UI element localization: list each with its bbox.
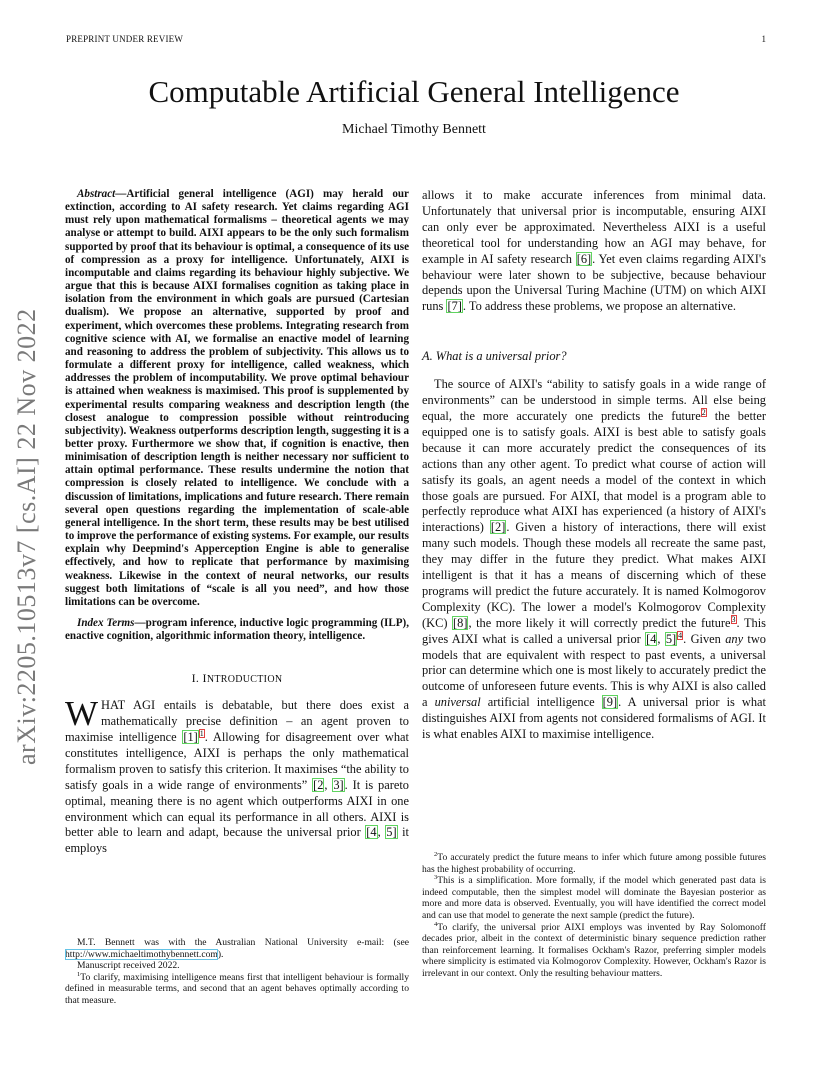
manuscript-received-note: Manuscript received 2022. — [77, 960, 180, 972]
citation-link[interactable]: 5] — [386, 825, 397, 840]
citation-link[interactable]: [1] — [183, 730, 198, 745]
index-terms-label: Index Terms — [77, 617, 135, 629]
page-number: 1 — [761, 34, 766, 44]
intro-paragraph-continued: allows it to make accurate inferences from minimal data. Unfortunately that universal prior is incomputable, ensuring AIXI can only ever be approximated. Nevertheless AIXI is a useful theoretical tool for understanding how an AGI may behave, for example in AI safety research [6]. Yet even claims regarding AIXI's behaviour were later shown to be subjective, because behaviour depends upon the Universal Turing Machine (UTM) on which AIXI runs [7]. To address these problems, we propose an alternative. — [422, 188, 766, 314]
affiliation-note: M.T. Bennett was with the Australian National University e-mail: (see http://www.michaeltimothybennett.com). — [65, 937, 409, 960]
drop-cap: W — [65, 694, 99, 734]
running-header: PREPRINT UNDER REVIEW — [66, 34, 184, 44]
footnote-ref-link[interactable]: 2 — [701, 407, 706, 417]
abstract-label: Abstract — [77, 188, 116, 200]
index-terms-text: program inference, inductive logic programming (ILP), enactive cognition, algorithmic information theory, intelligence. — [65, 617, 409, 643]
arxiv-stamp: arXiv:2205.10513v7 [cs.AI] 22 Nov 2022 — [12, 308, 41, 765]
index-terms: Index Terms—program inference, inductive logic programming (ILP), enactive cognition, algorithmic information theory, intelligence. — [65, 617, 409, 643]
citation-link[interactable]: [9] — [602, 695, 618, 710]
footnote-ref-link[interactable]: 1 — [199, 728, 204, 738]
author-name: Michael Timothy Bennett — [342, 122, 486, 137]
footnote-1: $^1$To clarify, maximising intelligence means first that intelligent behaviour is formally defined in measurable terms, and second that an agent behaves optimally according to that measure. — [65, 970, 409, 1006]
paper-title: Computable Artificial General Intelligence — [148, 74, 680, 109]
citation-link[interactable]: 3] — [333, 777, 344, 792]
citation-link[interactable]: [8] — [453, 615, 468, 630]
footnote-3: $^3$This is a simplification. More formally, if the model which generated past data is indeed computable, then the simplest model will dominate the Bayesian posterior as more and more data is observed. Eventually, you will have identified the correct model and can use that model to generate the next sample (predict the future). — [422, 874, 766, 921]
citation-link[interactable]: [6] — [576, 251, 592, 266]
footnote-4: $^4$To clarify, the universal prior AIXI employs was invented by Ray Solomonoff decades prior, albeit in the context of deterministic binary sequence prediction rather than reinforcement learning. It formalises Ockham's Razor, preferring simpler models where simplicity is estimated via Kolmogorov Complexity. However, Ockham's Razor is irrelevant in our context. Only the resulting behaviour matters. — [422, 920, 766, 979]
left-footnotes — [65, 937, 409, 1007]
universal-prior-paragraph: The source of AIXI's “ability to satisfy goals in a wide range of environments” can be understood in simple terms. All else being equal, the more accurately one predicts the future$^2$ the better equipped one is to satisfy goals. AIXI is best able to satisfy goals because it can more accurately predict the consequences of its actions than any other agent. To predict what course of action will satisfy its goals, an agent needs a model of the context in which those goals are pursued. For AIXI, that model is a program able to perfectly reproduce what AIXI has experienced (a history of AIXI's interactions) [2]. Given a history of interactions, there will exist many such models. Though these models all recreate the same past, they may differ in the future they predict. What makes AIXI intelligent is that it has a means of discerning which of these programs will predict the future accurately. It is named Kolmogorov Complexity (KC). The lower a model's Kolmogorov Complexity (KC) [8], the more likely it will correctly predict the future$^3$. This gives AIXI what is called a universal prior [4, 5] $^4$. Given any two models that are equivalent with respect to past events, a universal prior can determine which one is most likely to accurately predict the outcome of unforeseen future events. This is why AIXI is also called a universal artificial intelligence [9]. A universal prior is what distinguishes AIXI from agents not considered formalisms of AGI. It is what enables AIXI to maximise intelligence. — [422, 377, 766, 742]
subsection-heading: A. What is a universal prior? — [422, 349, 567, 364]
citation-link[interactable]: 5] — [665, 631, 677, 646]
abstract-text: Artificial general intelligence (AGI) may herald our extinction, according to AI safety research. Yet claims regarding AGI must rely upon mathematical formalisms – theoretical agents we may analyse or attempt to build. AIXI appears to be the only such formalism supported by proof that its behaviour is optimal, a consequence of its use of compression as a proxy for intelligence. Unfortunately, AIXI is incomputable and claims regarding its behaviour highly subjective. We argue that this is because AIXI formalises cognition as taking place in isolation from the environment in which goals are pursued (Cartesian dualism). We propose an alternative, supported by proof and experiment, which overcomes these problems. Integrating research from cognitive science with AI, we formalise an enactive model of learning and reasoning to address the problem of subjectivity. This allows us to formulate a different proxy for intelligence, called weakness, which addresses the problem of incomputability. We prove optimal behaviour is attained when weakness is maximised. This proof is supplemented by experimental results comparing weakness and description length (the closest analogue to compression possible without reintroducing subjectivity). Weakness outperforms description length, suggesting it is a better proxy. Furthermore we show that, if cognition is enactive, then minimisation of description length is neither necessary nor sufficient to attain optimal performance. These results undermine the notion that compression is closely related to intelligence. We conclude with a discussion of limitations, implications and future research. There remain several open questions regarding the implementation of scale-able general intelligence. In the short term, these results may be best utilised to improve the performance of existing systems. For example, our results explain why Deepmind's Apperception Engine is able to generalise effectively, and how to replicate that performance by maximising weakness. Likewise in the context of neural networks, our results suggest both limitations of “scale is all you need”, and how those limitations can be overcome. — [65, 188, 409, 608]
footnote-ref-link[interactable]: 3 — [731, 614, 736, 624]
section-heading-introduction: I. INTRODUCTION — [191, 671, 283, 686]
left-column — [65, 188, 409, 857]
right-column — [422, 188, 766, 743]
citation-link[interactable]: [2] — [490, 520, 506, 535]
citation-link[interactable]: [7] — [447, 299, 462, 314]
footnote-ref-link[interactable]: 4 — [678, 630, 683, 640]
citation-link[interactable]: [2 — [313, 777, 324, 792]
author-website-link[interactable]: http://www.michaeltimothybennett.com — [65, 948, 218, 960]
intro-paragraph: WHAT AGI entails is debatable, but there does exist a mathematically precise definition – an agent proven to maximise intelligence [1] $^1$. Allowing for disagreement over what constitutes intelligence, AIXI is perhaps the only mathematical formalism proven to satisfy this criterion. It maximises “the ability to satisfy goals in a wide range of environments” [2, 3]. It is pareto optimal, meaning there is no agent which outperforms AIXI in one environment which can equal its performance in all others. AIXI is better able to learn and adapt, because the universal prior [4, 5] it employs — [65, 694, 410, 856]
citation-link[interactable]: [4 — [366, 825, 377, 840]
footnote-2: $^2$To accurately predict the future means to infer which future among possible futures has the highest probability of occurring. — [422, 850, 766, 875]
citation-link[interactable]: [4 — [646, 631, 657, 646]
abstract: Abstract—Artificial general intelligence (AGI) may herald our extinction, according to AI safety research. Yet claims regarding AGI must rely upon mathematical formalisms – theoretical agents we may analyse or attempt to build. AIXI appears to be the only such formalism supported by proof that its behaviour is optimal, a consequence of its use of compression as a proxy for intelligence. Unfortunately, AIXI is incomputable and claims regarding its behaviour highly subjective. We argue that this is because AIXI formalises cognition as taking place in isolation from the environment in which goals are pursued (Cartesian dualism). We propose an alternative, supported by proof and experiment, which overcomes these problems. Integrating research from cognitive science with AI, we formalise an enactive model of learning and reasoning to address the problem of subjectivity. This allows us to formulate a different proxy for intelligence, called weakness, which addresses the problem of incomputability. We prove optimal behaviour is attained when weakness is maximised. This proof is supplemented by experimental results comparing weakness and description length (the closest analogue to compression possible without reintroducing subjectivity). Weakness outperforms description length, suggesting it is a better proxy. Furthermore we show that, if cognition is enactive, then minimisation of description length is neither necessary nor sufficient to attain optimal performance. These results undermine the notion that compression is closely related to intelligence. We conclude with a discussion of limitations, implications and future research. There remain several open questions regarding the implementation of scale-able general intelligence. In the short term, these results may be best utilised to improve the performance of existing systems. For example, our results explain why Deepmind's Apperception Engine is able to generalise effectively, and how to replicate that performance by maximising weakness. Likewise in the context of neural networks, our results suggest both limitations of “scale is all you need”, and how those limitations can be overcome. — [65, 188, 409, 608]
right-footnotes — [422, 852, 766, 980]
